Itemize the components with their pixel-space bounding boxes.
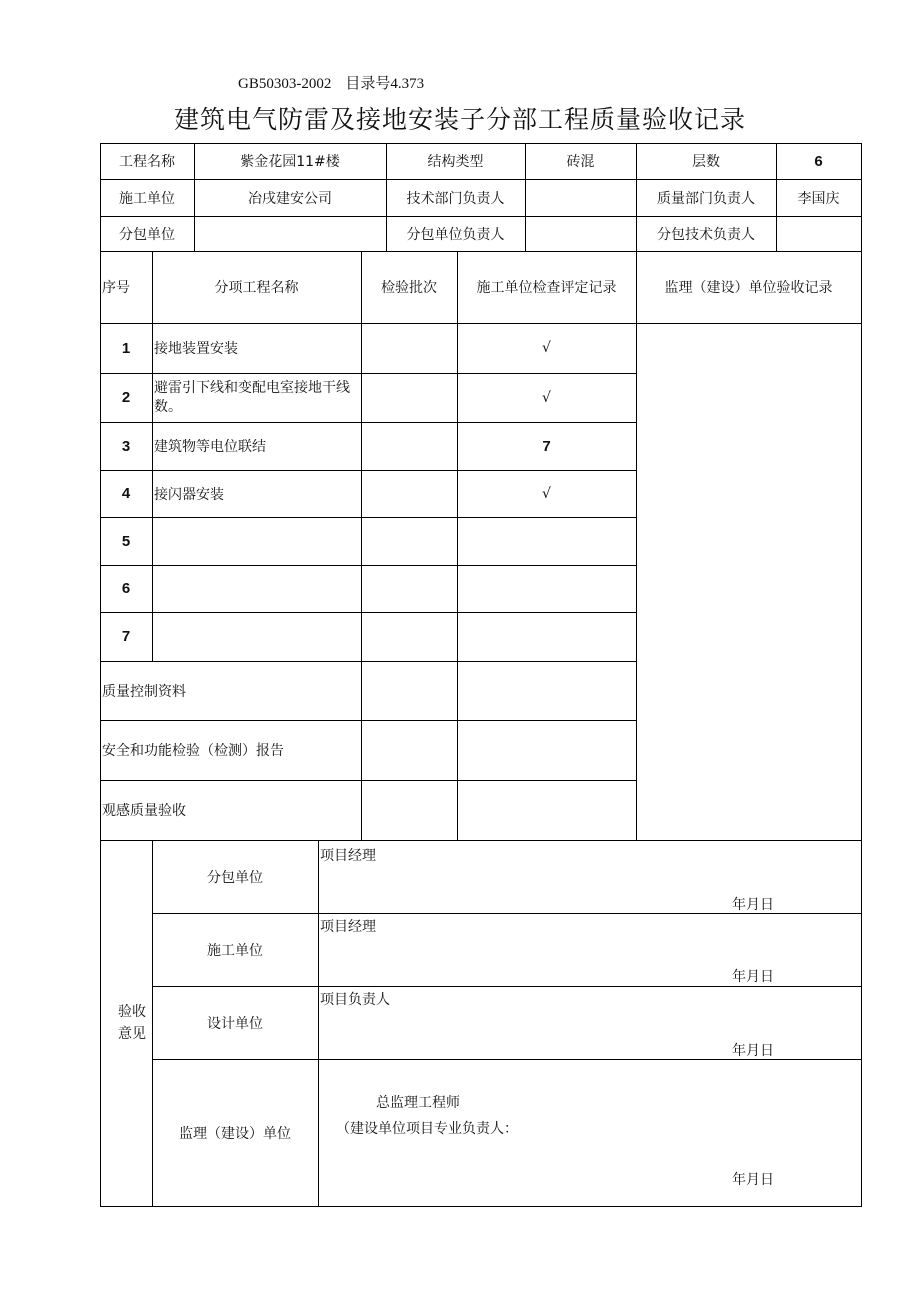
- item-name[interactable]: 接闪器安装: [154, 486, 224, 503]
- item-no: 2: [121, 389, 131, 406]
- acceptance-role: 项目经理: [320, 919, 376, 935]
- item-record[interactable]: [457, 565, 636, 612]
- safety-function-report-label: 安全和功能检验（检测）报告: [102, 743, 284, 759]
- acceptance-unit: 施工单位: [207, 942, 263, 959]
- item-no: 7: [121, 628, 131, 645]
- project-name-value[interactable]: 紫金花园11#楼: [240, 154, 340, 170]
- acceptance-role: 项目经理: [320, 848, 376, 864]
- item-record[interactable]: [457, 612, 636, 661]
- item-batches[interactable]: [361, 470, 457, 517]
- catalog-number: 目录号4.373: [345, 76, 425, 92]
- acceptance-unit: 监理（建设）单位: [179, 1125, 291, 1142]
- floors-label: 层数: [692, 154, 720, 170]
- quality-head-label: 质量部门负责人: [657, 190, 755, 207]
- subcontractor-value[interactable]: [194, 216, 386, 251]
- sub-head-label: 分包单位负责人: [406, 226, 505, 243]
- item-name[interactable]: [152, 517, 361, 565]
- acceptance-date[interactable]: 年月日: [732, 1043, 774, 1059]
- col-header-batches: 检验批次: [381, 280, 437, 296]
- subcontractor-label: 分包单位: [119, 226, 175, 243]
- acceptance-date[interactable]: 年月日: [732, 1172, 774, 1188]
- item-record[interactable]: √: [542, 485, 551, 502]
- sub-tech-head-value[interactable]: [776, 216, 861, 251]
- quality-head-value[interactable]: 李国庆: [797, 190, 840, 207]
- item-record[interactable]: √: [542, 340, 551, 356]
- item-batches[interactable]: [361, 517, 457, 565]
- item-name[interactable]: 避雷引下线和变配电室接地干线数。: [154, 379, 350, 415]
- acceptance-label-line2: 意见: [118, 1026, 146, 1042]
- tech-head-value[interactable]: [525, 179, 636, 216]
- col-header-supervisor-record: 监理（建设）单位验收记录: [664, 280, 833, 296]
- item-name[interactable]: [152, 612, 361, 661]
- item-no: 5: [121, 532, 131, 550]
- quality-control-docs-label: 质量控制资料: [102, 683, 186, 700]
- col-header-item-name: 分项工程名称: [214, 280, 299, 296]
- contractor-label: 施工单位: [119, 190, 175, 207]
- item-batches[interactable]: [361, 612, 457, 661]
- item-no: 4: [121, 485, 131, 502]
- item-no: 3: [121, 437, 131, 455]
- standard-code: GB50303-2002: [238, 76, 332, 92]
- col-header-seq: 序号: [102, 280, 130, 296]
- item-batches[interactable]: [361, 323, 457, 373]
- acceptance-role: 总监理工程师: [376, 1095, 460, 1111]
- tech-head-label: 技术部门负责人: [406, 190, 505, 207]
- item-name[interactable]: 接地装置安装: [154, 341, 238, 357]
- item-no: 1: [121, 339, 131, 357]
- acceptance-role: 项目负责人: [320, 992, 390, 1008]
- standard-code-line: [238, 72, 424, 93]
- structure-type-label: 结构类型: [427, 154, 484, 170]
- visual-quality-label: 观感质量验收: [102, 803, 186, 819]
- item-name[interactable]: 建筑物等电位联结: [154, 439, 266, 455]
- acceptance-date[interactable]: 年月日: [732, 969, 774, 985]
- sub-tech-head-label: 分包技术负责人: [657, 226, 755, 243]
- item-record[interactable]: [457, 517, 636, 565]
- acceptance-label-line1: 验收: [118, 1004, 146, 1020]
- item-batches[interactable]: [361, 565, 457, 612]
- document-title: 建筑电气防雷及接地安装子分部工程质量验收记录: [173, 105, 746, 134]
- item-batches[interactable]: [361, 422, 457, 470]
- contractor-value[interactable]: 冶戌建安公司: [248, 190, 332, 207]
- supervisor-record-area[interactable]: [636, 323, 861, 840]
- item-batches[interactable]: [361, 373, 457, 422]
- acceptance-opinion-label: [100, 840, 152, 1206]
- acceptance-date[interactable]: 年月日: [732, 897, 774, 913]
- project-name-label: 工程名称: [119, 154, 175, 170]
- item-record[interactable]: 7: [542, 437, 551, 455]
- acceptance-unit: 设计单位: [207, 1015, 263, 1032]
- acceptance-role-note: （建设单位项目专业负责人：: [336, 1121, 518, 1137]
- item-no: 6: [121, 580, 131, 597]
- acceptance-unit: 分包单位: [207, 869, 263, 886]
- sub-head-value[interactable]: [525, 216, 636, 251]
- structure-type-value[interactable]: 砖混: [566, 154, 595, 170]
- item-name[interactable]: [152, 565, 361, 612]
- floors-value[interactable]: 6: [814, 152, 823, 170]
- col-header-contractor-record: 施工单位检查评定记录: [476, 280, 617, 296]
- item-record[interactable]: √: [542, 389, 551, 406]
